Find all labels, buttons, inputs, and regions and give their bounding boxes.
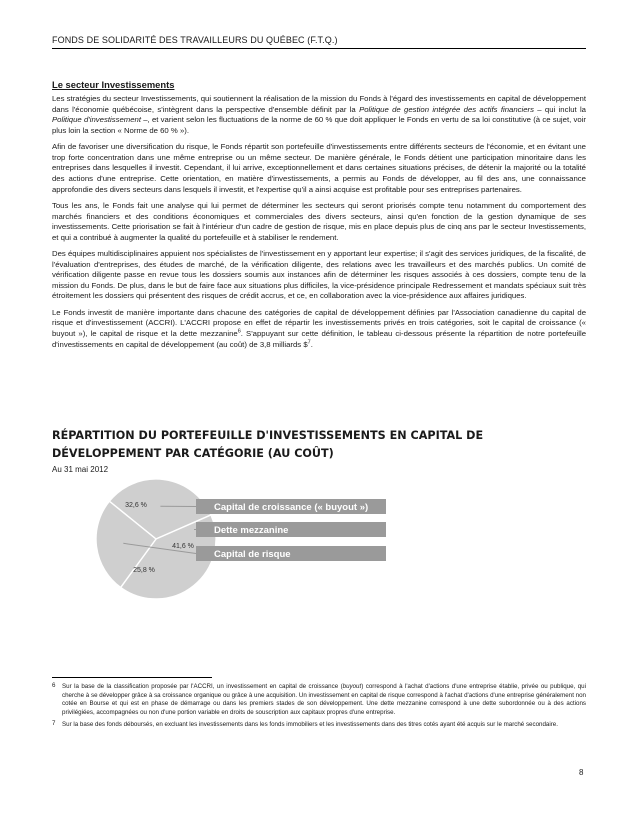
running-header: FONDS DE SOLIDARITÉ DES TRAVAILLEURS DU QUÉBEC (F.T.Q.) bbox=[52, 35, 586, 49]
paragraph: Le Fonds investit de manière importante dans chacune des catégories de capital de développement définies par l'Association canadienne du capital de risque et d'investissement (ACCRI). L'ACCRI propose en effet de répartir les investissements privés en trois catégories, soit le capital de croissance (« buyout »), le capital de risque et la dette mezzanine$^6$. S'appuyant sur cette définition, le tableau ci-dessous présente la répartition de notre portefeuille d'investissements en capital de développement (au coût) de 3,8 milliards \$$^7$. bbox=[52, 307, 587, 349]
footnote-text: Sur la base des fonds déboursés, en excluant les investissements dans les fonds immobiliers et les investissements dans des titres cotés ayant été acquis sur le marché secondaire. bbox=[62, 721, 558, 728]
body-text bbox=[52, 94, 586, 356]
footnotes bbox=[52, 683, 586, 734]
portfolio-pie-chart bbox=[52, 478, 392, 600]
legend-label: Capital de croissance (« buyout ») bbox=[214, 502, 369, 513]
pie-value-label: 41,6 % bbox=[172, 543, 194, 550]
section-heading: Le secteur Investissements bbox=[52, 79, 175, 90]
as-of-date: Au 31 mai 2012 bbox=[52, 465, 109, 474]
footnote-number: 7 bbox=[52, 720, 56, 727]
footnote bbox=[52, 721, 586, 730]
page-number: 8 bbox=[579, 768, 584, 777]
footnote-text: Sur la base de la classification proposée par l'ACCRI, un investissement en capital de croissance (buyout) correspond à l'achat d'actions d'une entreprise établie, privée ou publique, qui cherche à se développer grâce à sa croissance organique ou grâce à une acquisition. Un investissement en capital de risque correspond à l'achat d'actions d'une entreprise généralement non cotée en Bourse et qui est en phase de démarrage ou dans les premiers stades de son développement. Une dette mezzanine correspond à une dette subordonnée ou à des actions privilégiées, accompagnées ou non d'une portion variable en droits de souscription aux capitaux propres d'une entreprise. bbox=[62, 683, 586, 716]
paragraph: Les stratégies du secteur Investissements, qui soutiennent la réalisation de la mission du Fonds à l'égard des investissements en capital de développement dans l'économie québécoise, s'intègrent dans la perspective d'ensemble définit par la Politique de gestion intégrée des actifs financiers – qui inclut la Politique d'investissement –, et varient selon les fluctuations de la norme de 60 % que doit appliquer le Fonds en vertu de sa loi constitutive (à ce sujet, voir plus loin la section « Norme de 60 % »). bbox=[52, 94, 586, 135]
pie-chart-svg bbox=[52, 478, 392, 600]
legend-label: Capital de risque bbox=[214, 549, 291, 560]
portfolio-heading: RÉPARTITION DU PORTEFEUILLE D'INVESTISSEMENTS EN CAPITAL DE DÉVELOPPEMENT PAR CATÉGORIE (AU COÛT) bbox=[52, 429, 484, 460]
paragraph: Afin de favoriser une diversification du risque, le Fonds répartit son portefeuille d'investissements entre différents secteurs de l'économie, et en évitant une trop forte concentration dans une même entreprise ou un même secteur. De manière générale, le Fonds détient une participation minoritaire dans les entreprises dans lesquelles il investit. Cependant, il lui arrive, exceptionnellement et dans certaines situations précises, de détenir la majorité ou la totalité des actions d'une entreprise. Cette orientation, en matière d'investissements, a permis au Fonds de développer, au fil des ans, une connaissance approfondie des divers secteurs dans lesquels il investit, et l'expertise qu'il a ainsi acquise est profitable pour ses entreprises partenaires. bbox=[52, 142, 586, 194]
legend-label: Dette mezzanine bbox=[214, 525, 289, 536]
document-page bbox=[52, 0, 586, 826]
paragraph: Des équipes multidisciplinaires appuient nos spécialistes de l'investissement en y apportant leur expertise; il s'agit des services juridiques, de la fiscalité, de l'évaluation d'entreprises, des études de marché, de la vérification diligente, des relations avec les travailleurs et des marchés publics. Un comité de vérification diligente passe en revue tous les dossiers soumis aux instances afin de déterminer les risques associés à ces dossiers, compte tenu de la mission du Fonds. De plus, dans le but de faire face aux situations plus difficiles, la vice-présidence principale Redressement et mandats spéciaux suit très étroitement les dossiers qui présentent des risques de crédit accrus, et ce, en collaboration avec la vice-présidence aux affaires juridiques. bbox=[52, 249, 586, 301]
pie-value-label: 25,8 % bbox=[133, 567, 155, 574]
footnote bbox=[52, 683, 586, 717]
footnote-rule bbox=[52, 677, 212, 678]
footnote-number: 6 bbox=[52, 682, 56, 689]
pie-value-label: 32,6 % bbox=[125, 502, 147, 509]
paragraph: Tous les ans, le Fonds fait une analyse qui lui permet de déterminer les secteurs qui seront priorisés compte tenu notamment du comportement des marchés financiers et des conditions économiques et commerciales des divers secteurs, ainsi qu'en fonction de la gestion dynamique de ses investissements. Cette priorisation se fait à l'intérieur d'un cadre de gestion de risque, mis en place depuis plus de cinq ans par le secteur Investissements, et qui a contribué à augmenter la qualité du portefeuille et à stabiliser le rendement. bbox=[52, 200, 586, 242]
